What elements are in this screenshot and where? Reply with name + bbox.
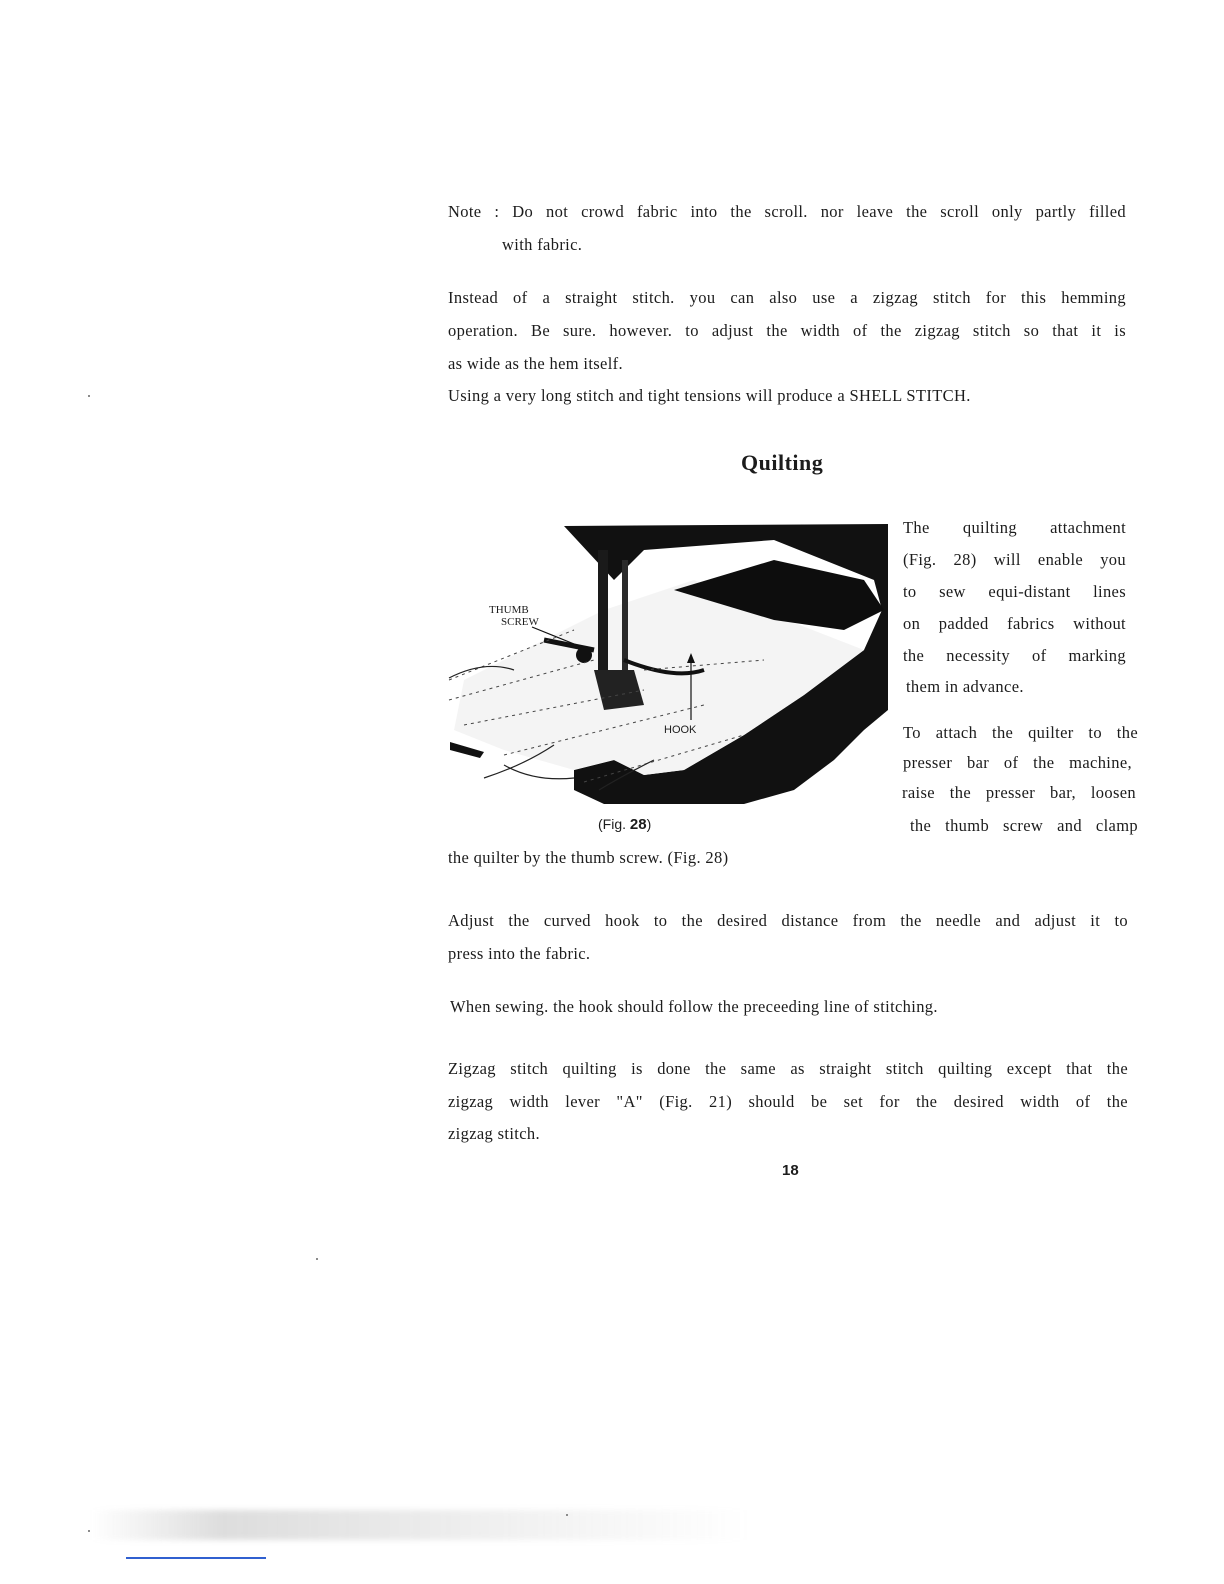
thumb-label: THUMB — [489, 604, 529, 616]
zigzag-hem-line-2: operation. Be sure. however. to adjust the width of the zigzag stitch so that it is — [448, 321, 1126, 340]
right-col-line-6: them in advance. — [906, 677, 1024, 696]
adjust-line-1: Adjust the curved hook to the desired distance from the needle and adjust it to — [448, 911, 1128, 930]
quilting-figure — [444, 520, 890, 810]
right-col-line-9: raise the presser bar, loosen — [902, 783, 1136, 802]
scan-speck — [88, 395, 90, 397]
note-line-2: with fabric. — [502, 235, 583, 254]
right-col-line-5: the necessity of marking — [903, 646, 1126, 665]
after-figure-line: the quilter by the thumb screw. (Fig. 28) — [448, 848, 729, 867]
right-col-line-1: The quilting attachment — [903, 518, 1126, 537]
right-col-line-7: To attach the quilter to the — [903, 723, 1138, 742]
caption-number: 28 — [629, 816, 647, 833]
note-line-1: Note : Do not crowd fabric into the scroll. nor leave the scroll only partly filled — [448, 202, 1126, 221]
screw-label: SCREW — [501, 616, 539, 628]
caption-suffix: ) — [646, 816, 652, 832]
bottom-rule — [126, 1557, 266, 1559]
figure-caption — [598, 816, 651, 833]
right-col-line-3: to sew equi-distant lines — [903, 582, 1126, 601]
adjust-line-2: press into the fabric. — [448, 944, 591, 963]
shell-stitch-line: Using a very long stitch and tight tensions will produce a SHELL STITCH. — [448, 386, 971, 405]
right-col-line-4: on padded fabrics without — [903, 614, 1126, 633]
scan-speck — [316, 1258, 318, 1260]
zigzag-quilt-line-1: Zigzag stitch quilting is done the same as straight stitch quilting except that the — [448, 1059, 1128, 1078]
zigzag-quilt-line-3: zigzag stitch. — [448, 1124, 540, 1143]
thumb-screw-label — [489, 604, 539, 628]
right-col-line-10: the thumb screw and clamp — [910, 816, 1138, 835]
quilter-illustration — [444, 520, 890, 810]
zigzag-hem-line-3: as wide as the hem itself. — [448, 354, 623, 373]
scan-smudge — [90, 1510, 750, 1540]
right-col-line-2: (Fig. 28) will enable you — [903, 550, 1126, 569]
zigzag-hem-line-1: Instead of a straight stitch. you can also use a zigzag stitch for this hemming — [448, 288, 1126, 307]
hook-label: HOOK — [664, 724, 697, 736]
section-heading: Quilting — [741, 450, 824, 475]
when-sewing-line: When sewing. the hook should follow the preceeding line of stitching. — [450, 997, 938, 1016]
zigzag-quilt-line-2: zigzag width lever "A" (Fig. 21) should be set for the desired width of the — [448, 1092, 1128, 1111]
caption-prefix: (Fig. — [598, 816, 630, 832]
right-col-line-8: presser bar of the machine, — [903, 753, 1132, 772]
page-number: 18 — [782, 1162, 799, 1179]
